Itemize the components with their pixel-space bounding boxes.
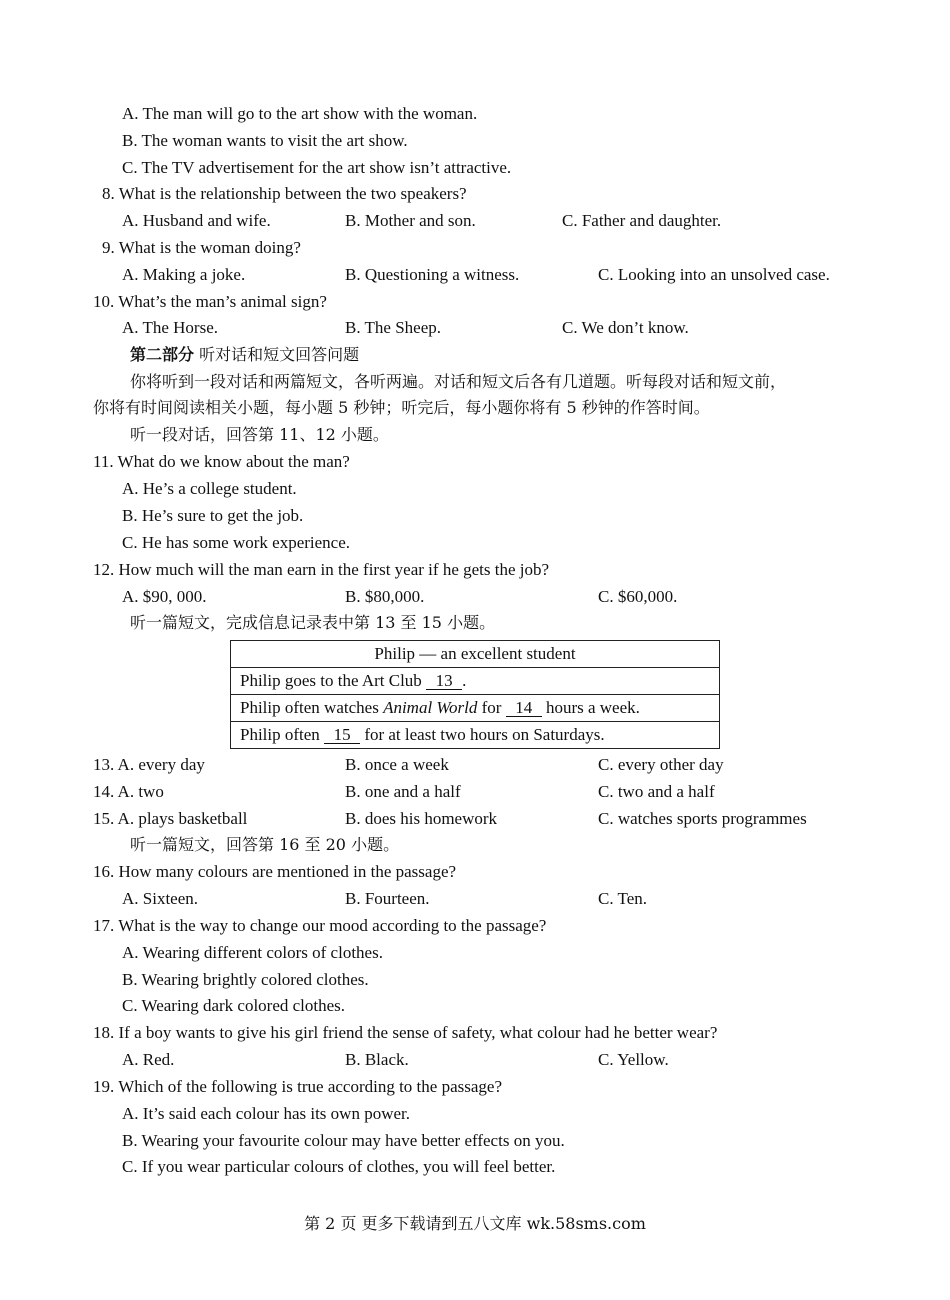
q8-option-a: A. Husband and wife. [122, 211, 271, 230]
info-table-row3 [231, 722, 720, 749]
q7-option-a: A. The man will go to the art show with the woman. [122, 104, 478, 123]
page-footer: 第 2 页 更多下载请到五八文库 wk.58sms.com [304, 1214, 646, 1233]
q8-option-c: C. Father and daughter. [562, 211, 722, 230]
blank-13: 13 [426, 672, 462, 690]
q10-option-a: A. The Horse. [122, 318, 218, 337]
row1-text-after: . [462, 671, 467, 690]
q19-question: 19. Which of the following is true according to the passage? [93, 1077, 502, 1096]
q12-option-a: A. $90, 000. [122, 587, 207, 606]
q19-option-c: C. If you wear particular colours of clothes, you will feel better. [122, 1157, 556, 1176]
q11-option-b: B. He’s sure to get the job. [122, 506, 304, 525]
info-table-header: Philip — an excellent student [231, 641, 720, 668]
q18-option-b: B. Black. [345, 1050, 409, 1069]
q18-option-c: C. Yellow. [598, 1050, 669, 1069]
info-table-row2 [231, 695, 720, 722]
q17-option-c: C. Wearing dark colored clothes. [122, 996, 346, 1015]
passage1-intro: 听一篇短文，完成信息记录表中第 13 至 15 小题。 [130, 613, 496, 632]
q19-option-b: B. Wearing your favourite colour may have better effects on you. [122, 1131, 565, 1150]
q10-option-c: C. We don’t know. [562, 318, 689, 337]
table-row [231, 695, 720, 722]
q7-option-c: C. The TV advertisement for the art show isn’t attractive. [122, 158, 512, 177]
q12-question: 12. How much will the man earn in the first year if he gets the job? [93, 560, 550, 579]
q11-option-c: C. He has some work experience. [122, 533, 351, 552]
q9-option-a: A. Making a joke. [122, 265, 246, 284]
q18-question: 18. If a boy wants to give his girl friend the sense of safety, what colour had he better wear? [93, 1023, 718, 1042]
q13-option-c: C. every other day [598, 755, 724, 774]
dialogue-intro: 听一段对话，回答第 11、12 小题。 [130, 425, 389, 444]
q16-question: 16. How many colours are mentioned in the passage? [93, 862, 457, 881]
blank-14: 14 [506, 699, 542, 717]
q16-option-a: A. Sixteen. [122, 889, 199, 908]
q13-option-b: B. once a week [345, 755, 449, 774]
row2-program-title: Animal World [383, 698, 478, 717]
q9-option-b: B. Questioning a witness. [345, 265, 520, 284]
part2-instruction-line1: 你将听到一段对话和两篇短文，各听两遍。对话和短文后各有几道题。听每段对话和短文前， [130, 372, 787, 391]
table-row [231, 668, 720, 695]
q19-option-a: A. It’s said each colour has its own power. [122, 1104, 410, 1123]
row3-text-after: for at least two hours on Saturdays. [360, 725, 605, 744]
q15-option-c: C. watches sports programmes [598, 809, 807, 828]
row2-text-before: Philip often watches [240, 698, 384, 717]
info-record-table [230, 640, 720, 749]
row2-text-after: hours a week. [541, 698, 640, 717]
q8-option-b: B. Mother and son. [345, 211, 476, 230]
table-row [231, 641, 720, 668]
row3-text-before: Philip often [240, 725, 325, 744]
part2-title-bold: 第二部分 [130, 345, 195, 364]
q18-option-a: A. Red. [122, 1050, 175, 1069]
blank-15: 15 [324, 726, 360, 744]
part2-title-rest: 听对话和短文回答问题 [194, 345, 360, 364]
q9-question: 9. What is the woman doing? [102, 238, 301, 257]
passage2-intro: 听一篇短文，回答第 16 至 20 小题。 [130, 835, 400, 854]
q14-option-c: C. two and a half [598, 782, 715, 801]
q16-option-b: B. Fourteen. [345, 889, 430, 908]
q11-question: 11. What do we know about the man? [93, 452, 350, 471]
q15-option-b: B. does his homework [345, 809, 498, 828]
q12-option-b: B. $80,000. [345, 587, 425, 606]
q17-option-a: A. Wearing different colors of clothes. [122, 943, 383, 962]
q17-option-b: B. Wearing brightly colored clothes. [122, 970, 369, 989]
q8-question: 8. What is the relationship between the two speakers? [102, 184, 467, 203]
q12-option-c: C. $60,000. [598, 587, 678, 606]
q17-question: 17. What is the way to change our mood according to the passage? [93, 916, 547, 935]
q16-option-c: C. Ten. [598, 889, 648, 908]
row1-text-before: Philip goes to the Art Club [240, 671, 427, 690]
q14-option-a: 14. A. two [93, 782, 164, 801]
q10-question: 10. What’s the man’s animal sign? [93, 292, 327, 311]
q14-option-b: B. one and a half [345, 782, 461, 801]
q11-option-a: A. He’s a college student. [122, 479, 297, 498]
q9-option-c: C. Looking into an unsolved case. [598, 265, 830, 284]
q7-option-b: B. The woman wants to visit the art show. [122, 131, 408, 150]
q15-option-a: 15. A. plays basketball [93, 809, 248, 828]
table-row [231, 722, 720, 749]
q13-option-a: 13. A. every day [93, 755, 205, 774]
info-table-row1 [231, 668, 720, 695]
row2-text-middle: for [477, 698, 506, 717]
part2-heading [130, 345, 359, 365]
q10-option-b: B. The Sheep. [345, 318, 442, 337]
part2-instruction-line2: 你将有时间阅读相关小题，每小题 5 秒钟；听完后，每小题你将有 5 秒钟的作答时间。 [93, 398, 710, 417]
